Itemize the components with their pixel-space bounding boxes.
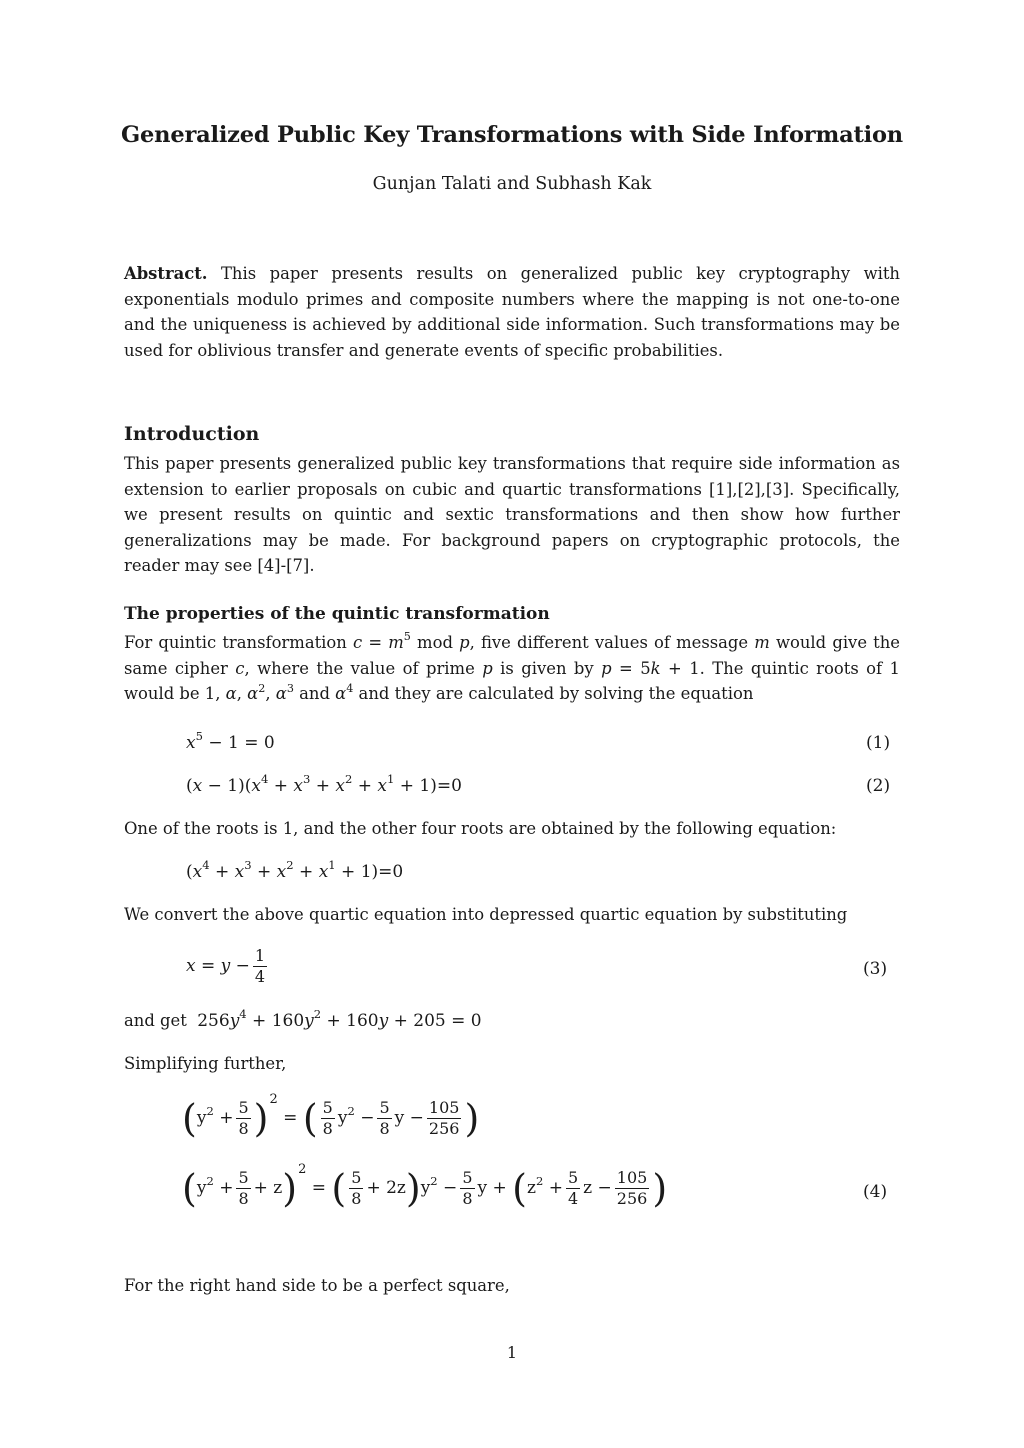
convert-sentence: We convert the above quartic equation into depressed quartic equation by substituting xyxy=(124,905,848,924)
section-heading-quintic: The properties of the quintic transformation xyxy=(124,604,550,624)
paper-title: Generalized Public Key Transformations with Side Information xyxy=(121,122,903,148)
paper-authors: Gunjan Talati and Subhash Kak xyxy=(372,174,652,194)
equation-number-2: (2) xyxy=(866,776,891,796)
quintic-paragraph: For quintic transformation $c = m^5$ mod p, five different values of message m would give the same cipher c, where the value of prime p is given by p = 5k + 1. The quintic roots of 1 would be 1, α, $\alpha^2$, $\alpha^3$ and $\alpha^4$ and they are calculated by solving the equation xyxy=(124,630,901,704)
equation-2: $(x - 1)(x^4 + x^3 + x^2 + x^1 + 1)=0$ xyxy=(186,772,462,796)
equation-simplified: ($y^2$ + $\frac{5}{8}$ )$^2$ = ( $\frac{5}{8}$ $y^2$ − $\frac{5}{8}$ y − $\frac{105}{256}$ ) xyxy=(182,1092,480,1141)
abstract xyxy=(124,261,900,363)
introduction-paragraph: This paper presents generalized public key transformations that require side information as extension to earlier proposals on cubic and quartic transformations [1],[2],[3]. Specifically, we present results on quintic and sextic transformations and then show how further generalizations may be made. For background papers on cryptographic protocols, the reader may see [4]-[7]. xyxy=(124,454,900,576)
equation-number-3: (3) xyxy=(863,959,888,979)
equation-4: ($y^2$ + $\frac{5}{8}$ + z)$^2$ = ( $\frac{5}{8}$ + $2z)y^2$ − $\frac{5}{8}$ $y + (z^2$ + $\frac{5}{4}$ z − $\frac{105}{256}$ ) xyxy=(182,1162,668,1211)
abstract-label: Abstract. xyxy=(124,264,208,283)
roots-sentence: One of the roots is 1, and the other four roots are obtained by the following equation: xyxy=(124,819,837,838)
equation-1: $x^5 - 1 = 0$ xyxy=(186,729,275,753)
equation-number-1: (1) xyxy=(866,733,891,753)
page-number: 1 xyxy=(506,1343,518,1362)
equation-3: x = y − $\frac{1}{4}$ xyxy=(186,946,266,986)
depressed-quartic-line: and get $256y^4 + 160y^2 + 160y + 205 = 0$ xyxy=(124,1007,482,1031)
abstract-text: This paper presents results on generalized public key cryptography with exponentials modulo primes and composite numbers where the mapping is not one-to-one and the uniqueness is achieved by additional side information. Such transformations may be used for oblivious transfer and generate events of specific probabilities. xyxy=(124,264,900,360)
simplify-sentence: Simplifying further, xyxy=(124,1054,287,1073)
equation-number-4: (4) xyxy=(863,1182,888,1202)
equation-quartic: $(x^4 + x^3 + x^2 + x^1 + 1)=0$ xyxy=(186,858,404,882)
section-heading-introduction: Introduction xyxy=(124,423,260,445)
perfect-square-sentence: For the right hand side to be a perfect square, xyxy=(124,1276,510,1295)
